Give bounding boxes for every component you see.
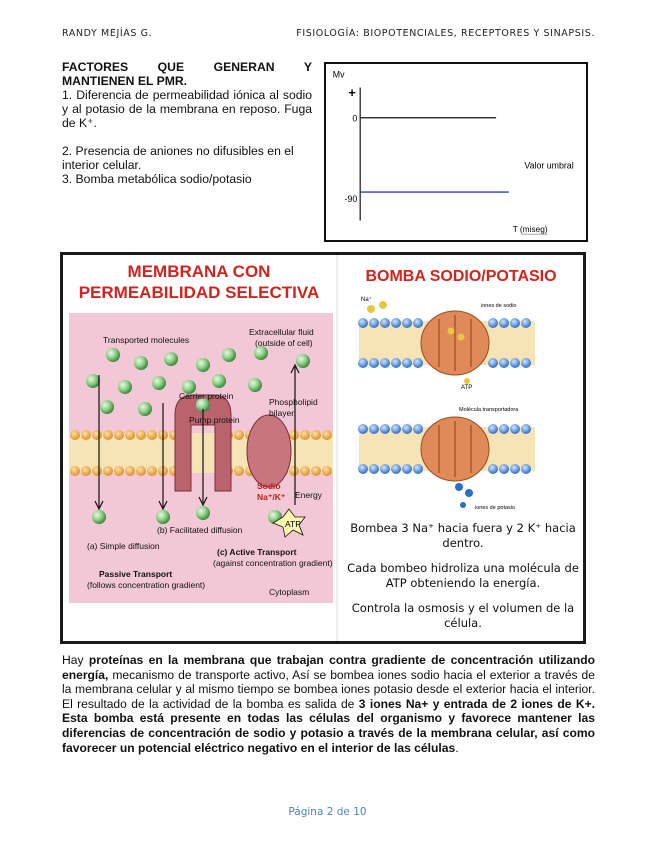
factors-title-line2: MANTIENEN EL PMR. xyxy=(62,74,188,88)
para-text-1: Hay xyxy=(62,653,89,667)
label-sodio-2: Na⁺/K⁺ xyxy=(257,492,286,502)
graph-x-label: T (miseg) xyxy=(512,224,548,235)
label-passive-sub: (follows concentration gradient) xyxy=(87,580,206,590)
label-extracellular-1: Extracellular fluid xyxy=(249,327,314,337)
desc-2: Cada bombeo hidroliza una molécula de ATP obteniendo la energía. xyxy=(347,561,579,590)
graph-plus: + xyxy=(348,85,356,101)
right-title: BOMBA SODIO/POTASIO xyxy=(365,268,557,285)
graph-y-label: Mv xyxy=(332,69,345,80)
label-facilitated: (b) Facilitated diffusion xyxy=(157,525,243,535)
label-active: (c) Active Transport xyxy=(217,547,297,557)
membrane-potential-graph xyxy=(324,62,588,242)
label-simple: (a) Simple diffusion xyxy=(87,541,160,551)
page-number: Página 2 de 10 xyxy=(288,806,367,818)
label-na-small: Na⁺ xyxy=(361,297,372,303)
factor-item-1: 1. Diferencia de permeabilidad iónica al sodio y al potasio de la membrana en reposo. Fuga de K⁺. xyxy=(62,88,312,130)
label-pump: Pump protein xyxy=(189,415,240,425)
header-author: RANDY MEJÍAS G. xyxy=(62,28,153,39)
label-phospho-1: Phospholipid xyxy=(269,397,318,407)
label-iones-potasio: iones de potasio xyxy=(475,505,516,511)
left-title-2: PERMEABILIDAD SELECTIVA xyxy=(78,283,320,302)
para-bold-1: proteínas en la membrana que trabajan contra gradiente de concentración utilizando energía, xyxy=(62,653,596,682)
label-iones-sodio: iones de sodio xyxy=(481,303,517,309)
factor-item-3: 3. Bomba metabólica sodio/potasio xyxy=(62,172,252,186)
graph-threshold-label: Valor umbral xyxy=(524,160,574,171)
label-extracellular-2: (outside of cell) xyxy=(255,338,313,348)
desc-1: Bombea 3 Na⁺ hacia fuera y 2 K⁺ hacia dentro. xyxy=(350,521,576,550)
factors-block xyxy=(62,60,312,186)
desc-3: Controla la osmosis y el volumen de la célula. xyxy=(351,601,575,630)
label-phospho-2: bilayer xyxy=(269,408,295,418)
graph-zero: 0 xyxy=(352,113,358,124)
body-paragraph xyxy=(62,653,595,755)
graph-minus90: -90 xyxy=(344,193,358,204)
para-text-2: mecanismo de transporte activo, Así se bombea iones sodio hacia el exterior a través de la membrana celular y al mismo tiempo se bombea iones potasio desde el exterior hacia el interior. El resultado de la actividad de la bomba es salida de xyxy=(62,667,595,711)
para-bold-2: 3 iones Na+ y entrada de 2 iones de K+. Esta bomba está presente en todas las células del organismo y favorece mantener las diferencias de concentración de sodio y potasio a través de la membrana celular, así como favorecer un potencial eléctrico negativo en el interior de las células xyxy=(62,696,595,755)
label-transported: Transported molecules xyxy=(103,335,190,345)
label-passive: Passive Transport xyxy=(99,569,173,579)
pump-protein xyxy=(247,415,291,487)
label-carrier: Carrier protein xyxy=(179,391,234,401)
label-sodio-1: Sodio xyxy=(257,481,281,491)
factor-item-2: 2. Presencia de aniones no difusibles en el interior celular. xyxy=(62,144,294,172)
label-energy: Energy xyxy=(295,490,322,500)
label-cytoplasm: Cytoplasm xyxy=(269,587,310,597)
factors-title-line1: FACTORES QUE GENERAN Y xyxy=(62,60,312,74)
pump-descriptions xyxy=(347,521,579,639)
label-atp-small: ATP xyxy=(461,385,473,391)
label-molecula: Molécula transportadora xyxy=(459,407,519,413)
pump-illustration-bottom xyxy=(358,417,535,508)
membrane-pump-figure xyxy=(60,252,586,644)
para-text-3: . xyxy=(455,740,459,755)
label-atp: ATP xyxy=(285,519,301,529)
label-active-sub: (against concentration gradient) xyxy=(213,558,333,568)
pump-illustration-top xyxy=(358,301,535,384)
left-title-1: MEMBRANA CON xyxy=(127,262,271,281)
header-subject: FISIOLOGÍA: BIOPOTENCIALES, RECEPTORES Y SINAPSIS. xyxy=(296,28,595,39)
